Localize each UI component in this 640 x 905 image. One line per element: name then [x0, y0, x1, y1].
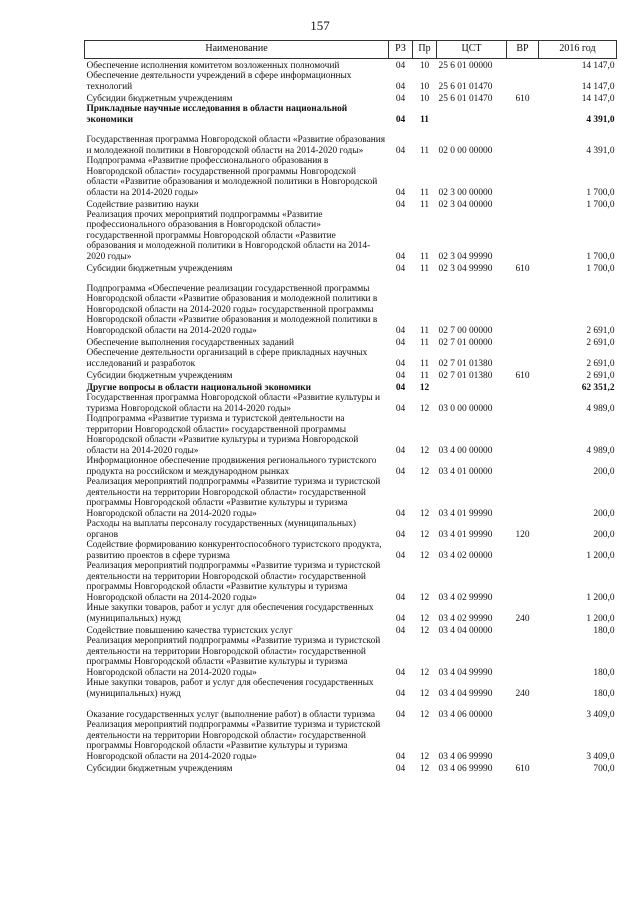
cell-rz: 04 [395, 763, 406, 774]
cell-name: Реализация мероприятий подпрограммы «Развитие туризма и туристской деятельности на территории Новгородской области» государственной программы Новгородской области «Развитие культуры и туризма Новгородской области на 2014-2020 годы» [86, 720, 381, 762]
cell-sum: 200,0 [593, 508, 615, 519]
cell-vr [507, 59, 539, 72]
cell-name: Реализация мероприятий подпрограммы «Развитие туризма и туристской деятельности на территории Новгородской области» государственной программы Новгородской области «Развитие культуры и туризма Новгородской области на 2014-2020 годы» [86, 561, 381, 603]
cell-cst: 25 6 01 01470 [438, 93, 493, 104]
table-row [85, 381, 617, 393]
cell-cst: 03 4 06 99990 [438, 751, 493, 762]
cell-pr: 11 [419, 199, 430, 210]
cell-sum: 180,0 [593, 625, 615, 636]
table-row [85, 71, 617, 92]
cell-rz: 04 [395, 550, 406, 561]
cell-sum: 180,0 [593, 667, 615, 678]
cell-pr: 10 [419, 60, 430, 71]
cell-rz: 04 [395, 508, 406, 519]
cell-sum: 14 147,0 [581, 60, 615, 71]
table-row [85, 414, 617, 456]
header-rz: РЗ [389, 41, 413, 59]
cell-pr: 12 [419, 529, 430, 540]
cell-pr: 12 [419, 382, 430, 393]
header-cst: ЦСТ [437, 41, 507, 59]
cell-pr: 11 [419, 358, 430, 369]
table-row [85, 561, 617, 603]
cell-name: Информационное обеспечение продвижения регионального туристского продукта на российском и международном рынках [86, 456, 377, 477]
cell-vr [507, 125, 539, 156]
cell-pr: 12 [419, 403, 430, 414]
cell-vr [507, 393, 539, 414]
header-year: 2016 год [539, 41, 617, 59]
cell-rz: 04 [395, 592, 406, 603]
cell-vr [507, 274, 539, 336]
cell-sum: 14 147,0 [581, 93, 615, 104]
cell-name: Обеспечение деятельности организаций в сфере прикладных научных исследований и разработок [86, 348, 368, 369]
table-row [85, 156, 617, 198]
cell-cst: 02 7 01 01380 [438, 358, 493, 369]
cell-vr [507, 561, 539, 603]
cell-pr: 12 [419, 763, 430, 774]
cell-sum: 1 200,0 [586, 550, 615, 561]
cell-vr [507, 636, 539, 678]
cell-vr: 240 [515, 613, 530, 624]
cell-sum: 62 351,2 [581, 382, 615, 393]
cell-name: Расходы на выплаты персоналу государственных (муниципальных) органов [86, 519, 356, 540]
table-row [85, 210, 617, 262]
table-row [85, 699, 617, 720]
cell-sum: 4 989,0 [586, 403, 615, 414]
table-row [85, 720, 617, 762]
table-row [85, 678, 617, 699]
cell-vr: 610 [515, 93, 530, 104]
cell-rz: 04 [395, 382, 406, 393]
cell-cst: 03 4 04 00000 [438, 625, 493, 636]
cell-sum: 700,0 [593, 763, 615, 774]
cell-pr: 12 [419, 625, 430, 636]
cell-vr [507, 104, 539, 125]
cell-vr [507, 624, 539, 636]
cell-cst: 03 4 01 99990 [438, 529, 493, 540]
cell-cst: 03 4 01 99990 [438, 508, 493, 519]
cell-rz: 04 [395, 358, 406, 369]
cell-vr: 610 [515, 763, 530, 774]
table-row [85, 348, 617, 369]
cell-pr: 11 [419, 263, 430, 274]
cell-cst: 03 4 00 00000 [438, 445, 493, 456]
cell-cst: 02 3 00 00000 [438, 187, 493, 198]
cell-rz: 04 [395, 751, 406, 762]
cell-cst: 02 3 04 99990 [438, 251, 493, 262]
cell-name: Другие вопросы в области национальной экономики [86, 382, 312, 393]
cell-vr [507, 336, 539, 348]
cell-cst [437, 104, 507, 125]
table-row [85, 762, 617, 774]
table-row [85, 624, 617, 636]
cell-pr: 12 [419, 466, 430, 477]
cell-vr [507, 71, 539, 92]
cell-pr: 12 [419, 550, 430, 561]
cell-cst: 03 0 00 00000 [438, 403, 493, 414]
cell-cst [437, 381, 507, 393]
cell-name: Обеспечение деятельности учреждений в сфере информационных технологий [86, 71, 352, 92]
cell-vr [507, 210, 539, 262]
cell-rz: 04 [395, 613, 406, 624]
cell-name: Субсидии бюджетным учреждениям [86, 370, 233, 381]
cell-name: Содействие повышению качества туристских услуг [86, 625, 293, 636]
cell-sum: 1 200,0 [586, 613, 615, 624]
cell-sum: 1 700,0 [586, 187, 615, 198]
cell-cst: 02 3 04 99990 [438, 263, 493, 274]
cell-vr [507, 720, 539, 762]
cell-sum: 200,0 [593, 466, 615, 477]
cell-pr: 11 [419, 187, 430, 198]
header-vr: ВР [507, 41, 539, 59]
cell-cst: 03 4 04 99990 [438, 667, 493, 678]
table-row [85, 92, 617, 104]
cell-name: Реализация мероприятий подпрограммы «Развитие туризма и туристской деятельности на территории Новгородской области» государственной программы Новгородской области «Развитие культуры и туризма Новгородской области на 2014-2020 годы» [86, 477, 381, 519]
cell-name: Прикладные научные исследования в области национальной экономики [86, 104, 348, 125]
cell-pr: 12 [419, 688, 430, 699]
cell-cst: 02 7 01 00000 [438, 337, 493, 348]
cell-vr [507, 477, 539, 519]
table-header [85, 41, 617, 59]
cell-rz: 04 [395, 114, 406, 125]
table-row [85, 393, 617, 414]
cell-name: Иные закупки товаров, работ и услуг для обеспечения государственных (муниципальных) нужд [86, 603, 374, 624]
cell-sum: 2 691,0 [586, 358, 615, 369]
cell-pr: 10 [419, 93, 430, 104]
cell-sum: 2 691,0 [586, 370, 615, 381]
cell-pr: 12 [419, 592, 430, 603]
cell-rz: 04 [395, 445, 406, 456]
cell-name: Обеспечение исполнения комитетом возложенных полномочий [86, 60, 340, 71]
cell-vr [507, 540, 539, 561]
cell-rz: 04 [395, 81, 406, 92]
table-row [85, 456, 617, 477]
cell-name: Подпрограмма «Развитие туризма и туристской деятельности на территории Новгородской области» государственной программы Новгородской области «Развитие культуры и туризма Новгородской области на 2014-2020 годы» [86, 414, 359, 456]
cell-pr: 10 [419, 81, 430, 92]
cell-rz: 04 [395, 667, 406, 678]
cell-vr [507, 156, 539, 198]
cell-cst: 03 4 06 99990 [438, 763, 493, 774]
cell-sum: 3 409,0 [586, 751, 615, 762]
cell-sum: 4 391,0 [586, 145, 615, 156]
header-name: Наименование [85, 41, 389, 59]
cell-sum: 1 700,0 [586, 263, 615, 274]
cell-cst: 03 4 04 99990 [438, 688, 493, 699]
cell-cst: 03 4 06 00000 [438, 709, 493, 720]
cell-pr: 11 [419, 251, 430, 262]
cell-vr [507, 456, 539, 477]
table-row [85, 198, 617, 210]
cell-sum: 1 200,0 [586, 592, 615, 603]
cell-rz: 04 [395, 199, 406, 210]
cell-name: Подпрограмма «Развитие профессионального образования в Новгородской области» государственной программы Новгородской области «Развитие образования и молодежной политики в Новгородской области на 2014-2020 годы» [86, 156, 378, 198]
cell-pr: 12 [419, 751, 430, 762]
table-row [85, 636, 617, 678]
table-row [85, 125, 617, 156]
cell-vr: 610 [515, 263, 530, 274]
cell-rz: 04 [395, 93, 406, 104]
cell-pr: 11 [419, 145, 430, 156]
cell-vr: 610 [515, 370, 530, 381]
cell-pr: 11 [419, 370, 430, 381]
table-row [85, 603, 617, 624]
cell-name: Оказание государственных услуг (выполнение работ) в области туризма [86, 709, 376, 720]
cell-pr: 12 [419, 508, 430, 519]
cell-vr [507, 699, 539, 720]
cell-name: Реализация мероприятий подпрограммы «Развитие туризма и туристской деятельности на территории Новгородской области» государственной программы Новгородской области «Развитие культуры и туризма Новгородской области на 2014-2020 годы» [86, 636, 381, 678]
cell-cst: 25 6 01 00000 [438, 60, 493, 71]
cell-vr [507, 348, 539, 369]
cell-vr [507, 381, 539, 393]
cell-sum: 4 989,0 [586, 445, 615, 456]
cell-pr: 11 [419, 325, 430, 336]
table-row [85, 519, 617, 540]
cell-sum: 2 691,0 [586, 325, 615, 336]
cell-rz: 04 [395, 625, 406, 636]
cell-cst: 03 4 01 00000 [438, 466, 493, 477]
cell-rz: 04 [395, 688, 406, 699]
cell-vr: 240 [515, 688, 530, 699]
table-row [85, 336, 617, 348]
cell-sum: 200,0 [593, 529, 615, 540]
cell-name: Субсидии бюджетным учреждениям [86, 763, 233, 774]
table-row [85, 369, 617, 381]
cell-sum: 1 700,0 [586, 199, 615, 210]
cell-sum: 2 691,0 [586, 337, 615, 348]
cell-vr [507, 414, 539, 456]
cell-sum: 180,0 [593, 688, 615, 699]
cell-name: Содействие формированию конкурентоспособного туристского продукта, развитию проектов в сфере туризма [86, 540, 382, 561]
cell-rz: 04 [395, 251, 406, 262]
cell-rz: 04 [395, 337, 406, 348]
header-row [85, 41, 617, 59]
cell-name: Государственная программа Новгородской области «Развитие культуры и туризма Новгородской области на 2014-2020 годы» [86, 393, 380, 414]
cell-rz: 04 [395, 529, 406, 540]
cell-vr [507, 198, 539, 210]
cell-pr: 12 [419, 667, 430, 678]
table-row [85, 477, 617, 519]
cell-sum: 3 409,0 [586, 709, 615, 720]
cell-name: Реализация прочих мероприятий подпрограммы «Развитие профессионального образования в Новгородской области» государственной программы Новгородской области «Развитие образования и молодежной политики в Новгородской области на 2014-2020 годы» [86, 210, 371, 262]
cell-cst: 03 4 02 00000 [438, 550, 493, 561]
cell-name: Государственная программа Новгородской области «Развитие образования и молодежной политики в Новгородской области на 2014-2020 годы» [86, 135, 386, 156]
table-row [85, 262, 617, 274]
cell-pr: 11 [419, 337, 430, 348]
cell-cst: 02 3 04 00000 [438, 199, 493, 210]
cell-rz: 04 [395, 709, 406, 720]
cell-rz: 04 [395, 403, 406, 414]
header-pr: Пр [413, 41, 437, 59]
cell-pr: 12 [419, 445, 430, 456]
cell-cst: 03 4 02 99990 [438, 613, 493, 624]
cell-rz: 04 [395, 263, 406, 274]
cell-name: Подпрограмма «Обеспечение реализации государственной программы Новгородской области «Развитие образования и молодежной политики в Новгородской области на 2014-2020 годы» государственной программы Новгородской области «Развитие образования и молодежной политики в Новгородской области на 2014-2020 годы» [86, 284, 378, 336]
cell-cst: 02 0 00 00000 [438, 145, 493, 156]
cell-sum: 14 147,0 [581, 81, 615, 92]
cell-name: Субсидии бюджетным учреждениям [86, 263, 233, 274]
table-row [85, 104, 617, 125]
budget-table [84, 40, 617, 774]
cell-rz: 04 [395, 187, 406, 198]
cell-vr: 120 [515, 529, 530, 540]
cell-rz: 04 [395, 325, 406, 336]
cell-name: Содействие развитию науки [86, 199, 199, 210]
table-row [85, 540, 617, 561]
cell-rz: 04 [395, 370, 406, 381]
cell-rz: 04 [395, 145, 406, 156]
cell-pr: 11 [420, 114, 429, 125]
cell-name: Иные закупки товаров, работ и услуг для обеспечения государственных (муниципальных) нужд [86, 678, 374, 699]
cell-sum: 4 391,0 [586, 114, 615, 125]
cell-sum: 1 700,0 [586, 251, 615, 262]
cell-cst: 25 6 01 01470 [438, 81, 493, 92]
cell-rz: 04 [395, 466, 406, 477]
cell-pr: 12 [419, 613, 430, 624]
page-number: 157 [310, 18, 330, 33]
cell-cst: 03 4 02 99990 [438, 592, 493, 603]
table-body [85, 59, 617, 775]
cell-name: Субсидии бюджетным учреждениям [86, 93, 233, 104]
cell-rz: 04 [395, 60, 406, 71]
cell-cst: 02 7 00 00000 [438, 325, 493, 336]
table-row [85, 59, 617, 72]
table-row [85, 274, 617, 336]
cell-name: Обеспечение выполнения государственных заданий [86, 337, 294, 348]
cell-pr: 12 [419, 709, 430, 720]
cell-cst: 02 7 01 01380 [438, 370, 493, 381]
